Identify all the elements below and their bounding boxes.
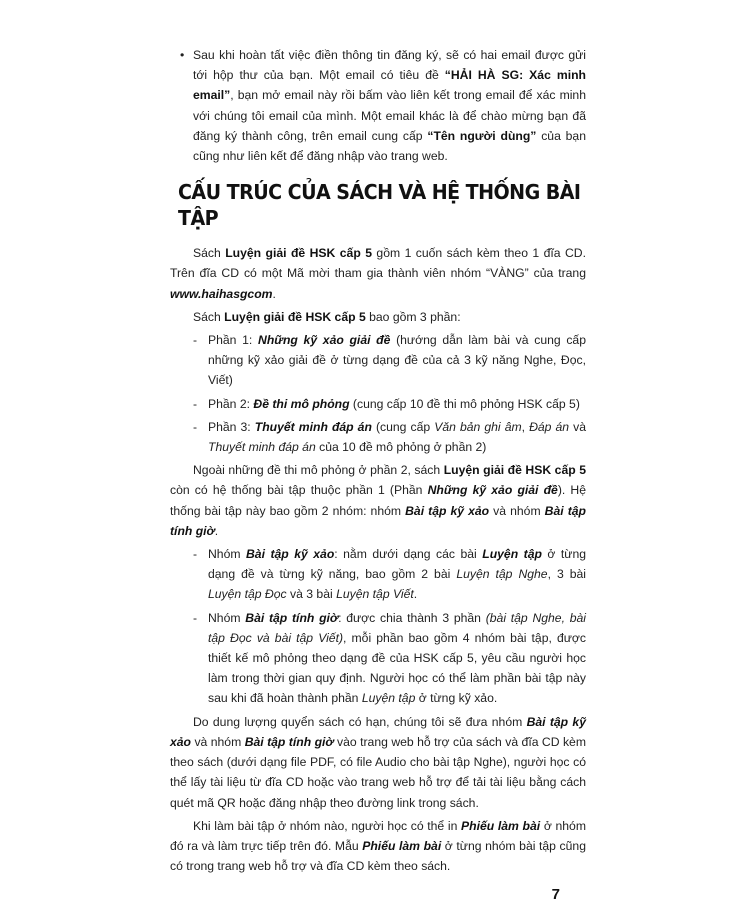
emphasis-text: Luyện giải đề HSK cấp 5	[225, 246, 372, 261]
emphasis-text: Luyện tập Viết	[336, 587, 414, 602]
text-run: (cung cấp 10 đề thi mô phỏng HSK cấp 5)	[349, 396, 580, 411]
text-run: ,	[521, 419, 530, 434]
text-run: : nằm dưới dạng các bài	[334, 547, 483, 562]
text-run: Phần 2:	[208, 396, 254, 411]
text-run: Do dung lượng quyển sách có hạn, chúng tôi sẽ đưa nhóm	[193, 714, 527, 729]
bullet-marker: -	[193, 610, 198, 625]
text-run: vào trang web hỗ trợ của sách và đĩa CD kèm theo sách (dưới dạng file PDF, có file Audio cho bài tập Nghe), người học có thể lấy tài liệu từ đĩa CD hoặc vào trang web hỗ trợ để tải tài liệu bằng cách quét mã QR hoặc đăng nhập theo đường link trong sách.	[170, 734, 586, 810]
bullet-item	[170, 330, 586, 391]
paragraph	[170, 243, 586, 304]
text-run: (cung cấp	[371, 419, 435, 434]
text-run: .	[272, 286, 276, 301]
text-run: bao gồm 3 phần:	[365, 309, 461, 324]
text-run: Sách	[193, 246, 226, 261]
bullet-marker: -	[193, 547, 198, 562]
text-run: Phần 1:	[208, 333, 259, 348]
emphasis-text: www.haihasgcom	[170, 286, 273, 301]
text-run: Sau khi hoàn tất việc điền thông tin đăng ký, sẽ có hai email được gửi tới hộp thư của bạn. Một email có tiêu đề	[193, 48, 586, 83]
page-number: 7	[551, 886, 560, 904]
bullet-item	[170, 544, 586, 605]
emphasis-text: Luyện giải đề HSK cấp 5	[224, 309, 366, 324]
text-run: ở từng dạng đề và từng kỹ năng, bao gồm 2 bài	[208, 547, 587, 582]
emphasis-text: Văn bản ghi âm	[434, 419, 522, 434]
emphasis-text: Đề thi mô phỏng	[253, 396, 350, 411]
text-run: , mỗi phần bao gồm 4 nhóm bài tập, được thiết kế mô phỏng theo dạng đề của HSK cấp 5, yêu cầu người học làm trong thời gian quy định. Người học có thể làm phần bài tập này sau khi đã hoàn thành phần	[208, 630, 586, 706]
emphasis-text: Luyện tập	[361, 691, 416, 706]
text-run: .	[413, 587, 418, 602]
bullet-marker: -	[193, 396, 198, 411]
emphasis-text: Những kỹ xảo giải đề	[427, 483, 558, 498]
emphasis-text: Đáp án	[529, 419, 570, 434]
text-run: còn có hệ thống bài tập thuộc phần 1 (Phần	[170, 483, 428, 498]
emphasis-text: Bài tập tính giờ	[170, 503, 586, 538]
text-run: Khi làm bài tập ở nhóm nào, người học có thể in	[193, 818, 462, 833]
bullet-item	[170, 608, 586, 709]
text-run: , 3 bài	[547, 567, 586, 582]
paragraph	[170, 307, 586, 327]
emphasis-text: (bài tập Nghe, bài tập Đọc và bài tập Viết)	[208, 610, 586, 645]
text-run: của bạn cũng như liên kết để đăng nhập vào trang web.	[193, 128, 586, 164]
emphasis-text: Bài tập tính giờ	[244, 734, 334, 749]
paragraph	[170, 460, 586, 541]
emphasis-text: Bài tập kỹ xảo	[170, 714, 586, 749]
text-run: gồm 1 cuốn sách kèm theo 1 đĩa CD. Trên đĩa CD có một Mã mời tham gia thành viên nhóm “VÀNG” của trang	[170, 246, 586, 281]
text-run: ). Hệ thống bài tập này bao gồm 2 nhóm: nhóm	[170, 483, 586, 518]
text-run: Sách	[193, 309, 225, 324]
text-run: ở từng nhóm bài tập cũng có trong trang web hỗ trợ và đĩa CD kèm theo sách.	[170, 838, 586, 874]
bullet-item	[170, 417, 586, 457]
paragraph	[170, 712, 586, 813]
text-run: và	[569, 419, 587, 434]
text-run: , bạn mở email này rồi bấm vào liên kết trong email để xác minh với chúng tôi email của mình. Một email khác là để chào mừng bạn đã đăng ký thành công, trên email cung cấp	[193, 88, 586, 143]
text-run: Nhóm	[208, 610, 246, 625]
text-run: Nhóm	[208, 547, 246, 562]
emphasis-text: “Tên người dùng”	[427, 128, 537, 143]
emphasis-text: Bài tập kỹ xảo	[405, 503, 490, 518]
emphasis-text: Bài tập tính giờ	[245, 610, 339, 625]
bullet-item	[170, 394, 586, 414]
text-run: và nhóm	[191, 734, 245, 749]
bullet-marker: -	[193, 333, 198, 348]
text-run: Ngoài những đề thi mô phỏng ở phần 2, sách	[193, 463, 444, 478]
emphasis-text: Luyện tập Nghe	[456, 567, 548, 582]
text-run: và nhóm	[489, 503, 545, 518]
text-run: ở từng kỹ xảo.	[415, 691, 498, 706]
text-run: của 10 đề mô phỏng ở phần 2)	[315, 440, 487, 455]
bullet-marker: •	[180, 48, 185, 62]
text-run: (hướng dẫn làm bài và cung cấp những kỹ xảo giải đề ở từng dạng đề của cả 3 kỹ năng Nghe, Đọc, Viết)	[208, 333, 586, 388]
document-page	[170, 0, 586, 914]
text-run: và 3 bài	[286, 587, 337, 602]
text-run: : được chia thành 3 phần	[338, 610, 486, 625]
emphasis-text: Bài tập kỹ xảo	[246, 547, 335, 562]
bullet-marker: -	[193, 419, 198, 434]
paragraph	[170, 816, 586, 877]
section-heading: CẤU TRÚC CỦA SÁCH VÀ HỆ THỐNG BÀI TẬP	[178, 180, 581, 231]
emphasis-text: Phiếu làm bài	[362, 838, 442, 853]
emphasis-text: Luyện giải đề HSK cấp 5	[443, 463, 586, 478]
emphasis-text: “HẢI HÀ SG: Xác minh email”	[193, 68, 586, 103]
document-body	[170, 45, 586, 876]
emphasis-text: Luyện tập Đọc	[208, 587, 287, 602]
emphasis-text: Thuyết minh đáp án	[208, 440, 316, 455]
text-run: Phần 3:	[208, 419, 255, 434]
bullet-item	[170, 45, 586, 166]
emphasis-text: Luyện tập	[482, 547, 542, 562]
text-run: ở nhóm đó ra và làm trực tiếp trên đó. Mẫu	[170, 818, 586, 853]
emphasis-text: Thuyết minh đáp án	[254, 419, 372, 434]
text-run: .	[214, 523, 219, 538]
emphasis-text: Những kỹ xảo giải đề	[258, 333, 391, 348]
emphasis-text: Phiếu làm bài	[461, 818, 541, 833]
